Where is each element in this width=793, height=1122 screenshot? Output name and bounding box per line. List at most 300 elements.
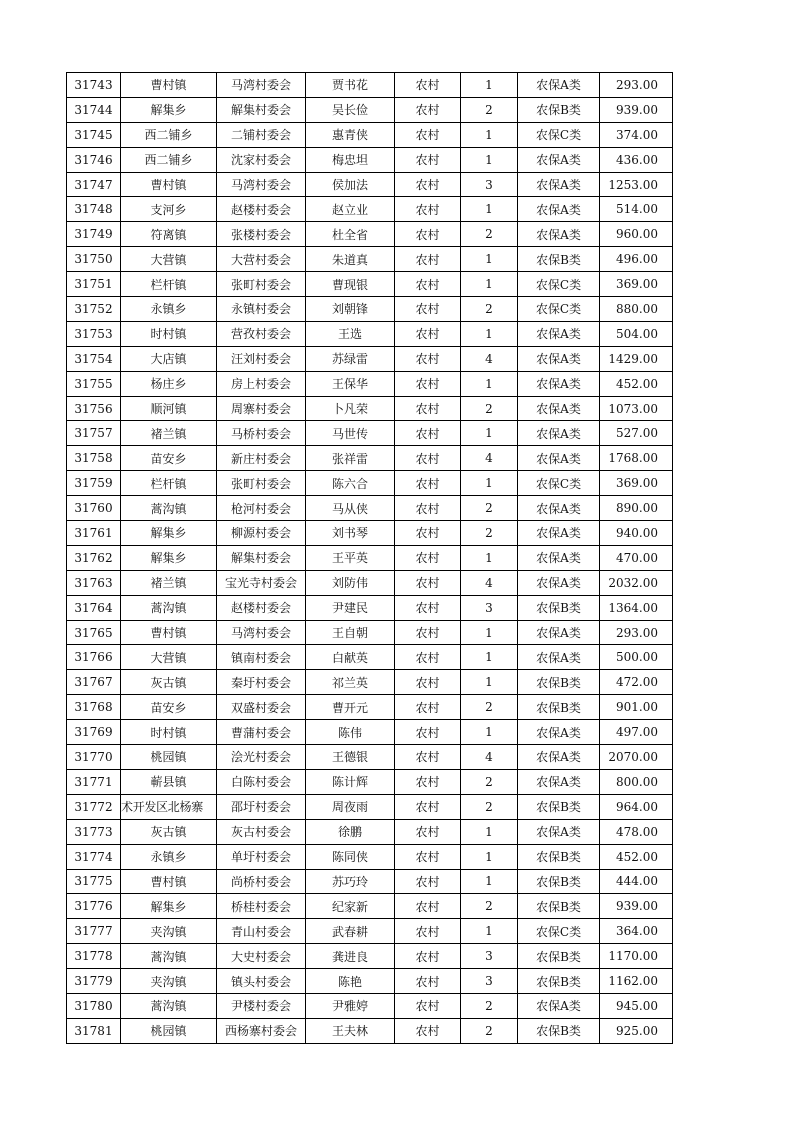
insurance-category-cell: 农保A类 — [518, 197, 600, 222]
table-row — [67, 695, 673, 720]
insurance-category-cell: 农保A类 — [518, 545, 600, 570]
area-type-cell: 农村 — [395, 446, 461, 471]
person-name-cell: 苏绿雷 — [306, 346, 395, 371]
insurance-category-cell: 农保A类 — [518, 321, 600, 346]
record-id-cell: 31778 — [67, 944, 121, 969]
town-cell: 蒿沟镇 — [121, 993, 217, 1018]
town-cell: 曹村镇 — [121, 620, 217, 645]
household-count-cell: 2 — [461, 894, 518, 919]
table-row — [67, 670, 673, 695]
town-cell: 曹村镇 — [121, 73, 217, 98]
area-type-cell: 农村 — [395, 819, 461, 844]
insurance-category-cell: 农保B类 — [518, 670, 600, 695]
table-row — [67, 73, 673, 98]
town-cell: 栏杆镇 — [121, 272, 217, 297]
record-id-cell: 31761 — [67, 521, 121, 546]
record-id-cell: 31781 — [67, 1018, 121, 1043]
village-committee-cell: 双盛村委会 — [217, 695, 306, 720]
area-type-cell: 农村 — [395, 122, 461, 147]
village-committee-cell: 桥桂村委会 — [217, 894, 306, 919]
household-count-cell: 1 — [461, 371, 518, 396]
table-row — [67, 1018, 673, 1043]
person-name-cell: 尹建民 — [306, 595, 395, 620]
household-count-cell: 1 — [461, 272, 518, 297]
insurance-category-cell: 农保C类 — [518, 122, 600, 147]
town-cell: 曹村镇 — [121, 172, 217, 197]
village-committee-cell: 大营村委会 — [217, 247, 306, 272]
amount-cell: 940.00 — [600, 521, 673, 546]
household-count-cell: 4 — [461, 570, 518, 595]
insurance-category-cell: 农保A类 — [518, 570, 600, 595]
table-row — [67, 919, 673, 944]
town-cell: 永镇乡 — [121, 297, 217, 322]
area-type-cell: 农村 — [395, 147, 461, 172]
person-name-cell: 张祥雷 — [306, 446, 395, 471]
table-row — [67, 993, 673, 1018]
person-name-cell: 王选 — [306, 321, 395, 346]
area-type-cell: 农村 — [395, 695, 461, 720]
area-type-cell: 农村 — [395, 620, 461, 645]
household-count-cell: 2 — [461, 794, 518, 819]
area-type-cell: 农村 — [395, 794, 461, 819]
record-id-cell: 31765 — [67, 620, 121, 645]
village-committee-cell: 赵楼村委会 — [217, 197, 306, 222]
village-committee-cell: 青山村委会 — [217, 919, 306, 944]
household-count-cell: 3 — [461, 944, 518, 969]
household-count-cell: 4 — [461, 446, 518, 471]
amount-cell: 497.00 — [600, 720, 673, 745]
village-committee-cell: 房上村委会 — [217, 371, 306, 396]
village-committee-cell: 二铺村委会 — [217, 122, 306, 147]
record-id-cell: 31744 — [67, 97, 121, 122]
village-committee-cell: 解集村委会 — [217, 97, 306, 122]
person-name-cell: 杜全省 — [306, 222, 395, 247]
village-committee-cell: 张町村委会 — [217, 272, 306, 297]
insurance-category-cell: 农保C类 — [518, 919, 600, 944]
village-committee-cell: 白陈村委会 — [217, 769, 306, 794]
insurance-category-cell: 农保A类 — [518, 745, 600, 770]
amount-cell: 500.00 — [600, 645, 673, 670]
person-name-cell: 陈艳 — [306, 969, 395, 994]
area-type-cell: 农村 — [395, 346, 461, 371]
person-name-cell: 武春耕 — [306, 919, 395, 944]
insurance-category-cell: 农保B类 — [518, 695, 600, 720]
household-count-cell: 1 — [461, 247, 518, 272]
household-count-cell: 2 — [461, 1018, 518, 1043]
person-name-cell: 陈伟 — [306, 720, 395, 745]
household-count-cell: 3 — [461, 172, 518, 197]
area-type-cell: 农村 — [395, 720, 461, 745]
area-type-cell: 农村 — [395, 769, 461, 794]
record-id-cell: 31754 — [67, 346, 121, 371]
record-id-cell: 31758 — [67, 446, 121, 471]
amount-cell: 1162.00 — [600, 969, 673, 994]
village-committee-cell: 赵楼村委会 — [217, 595, 306, 620]
insurance-category-cell: 农保C类 — [518, 272, 600, 297]
town-cell: 蒿沟镇 — [121, 496, 217, 521]
area-type-cell: 农村 — [395, 222, 461, 247]
record-id-cell: 31764 — [67, 595, 121, 620]
amount-cell: 472.00 — [600, 670, 673, 695]
amount-cell: 901.00 — [600, 695, 673, 720]
amount-cell: 800.00 — [600, 769, 673, 794]
area-type-cell: 农村 — [395, 371, 461, 396]
amount-cell: 444.00 — [600, 869, 673, 894]
household-count-cell: 2 — [461, 396, 518, 421]
area-type-cell: 农村 — [395, 545, 461, 570]
amount-cell: 960.00 — [600, 222, 673, 247]
insurance-category-cell: 农保A类 — [518, 620, 600, 645]
household-count-cell: 1 — [461, 421, 518, 446]
table-row — [67, 147, 673, 172]
town-cell: 蒿沟镇 — [121, 944, 217, 969]
amount-cell: 436.00 — [600, 147, 673, 172]
amount-cell: 925.00 — [600, 1018, 673, 1043]
table-row — [67, 545, 673, 570]
amount-cell: 939.00 — [600, 894, 673, 919]
table-row — [67, 247, 673, 272]
household-count-cell: 1 — [461, 645, 518, 670]
table-row — [67, 944, 673, 969]
amount-cell: 364.00 — [600, 919, 673, 944]
insurance-category-cell: 农保A类 — [518, 645, 600, 670]
household-count-cell: 1 — [461, 869, 518, 894]
person-name-cell: 刘朝锋 — [306, 297, 395, 322]
insurance-category-cell: 农保A类 — [518, 819, 600, 844]
amount-cell: 1768.00 — [600, 446, 673, 471]
table-row — [67, 321, 673, 346]
insurance-category-cell: 农保A类 — [518, 172, 600, 197]
table-row — [67, 595, 673, 620]
record-id-cell: 31776 — [67, 894, 121, 919]
village-committee-cell: 永镇村委会 — [217, 297, 306, 322]
household-count-cell: 2 — [461, 521, 518, 546]
table-row — [67, 844, 673, 869]
record-id-cell: 31775 — [67, 869, 121, 894]
area-type-cell: 农村 — [395, 73, 461, 98]
amount-cell: 293.00 — [600, 73, 673, 98]
table-row — [67, 645, 673, 670]
table-row — [67, 521, 673, 546]
town-cell: 夹沟镇 — [121, 919, 217, 944]
record-id-cell: 31750 — [67, 247, 121, 272]
town-cell: 夹沟镇 — [121, 969, 217, 994]
insurance-category-cell: 农保B类 — [518, 944, 600, 969]
area-type-cell: 农村 — [395, 297, 461, 322]
area-type-cell: 农村 — [395, 869, 461, 894]
area-type-cell: 农村 — [395, 844, 461, 869]
record-id-cell: 31768 — [67, 695, 121, 720]
town-cell: 苗安乡 — [121, 446, 217, 471]
town-cell: 桃园镇 — [121, 1018, 217, 1043]
record-id-cell: 31766 — [67, 645, 121, 670]
insurance-category-cell: 农保A类 — [518, 446, 600, 471]
table-row — [67, 272, 673, 297]
amount-cell: 880.00 — [600, 297, 673, 322]
insurance-category-cell: 农保A类 — [518, 371, 600, 396]
insurance-category-cell: 农保A类 — [518, 769, 600, 794]
record-id-cell: 31747 — [67, 172, 121, 197]
person-name-cell: 王保华 — [306, 371, 395, 396]
record-id-cell: 31780 — [67, 993, 121, 1018]
person-name-cell: 刘书琴 — [306, 521, 395, 546]
person-name-cell: 徐鹏 — [306, 819, 395, 844]
area-type-cell: 农村 — [395, 595, 461, 620]
amount-cell: 369.00 — [600, 272, 673, 297]
town-cell: 解集乡 — [121, 521, 217, 546]
table-row — [67, 122, 673, 147]
amount-cell: 1073.00 — [600, 396, 673, 421]
person-name-cell: 王夫林 — [306, 1018, 395, 1043]
table-row — [67, 720, 673, 745]
table-row — [67, 197, 673, 222]
records-table — [66, 72, 673, 1044]
table-row — [67, 396, 673, 421]
area-type-cell: 农村 — [395, 670, 461, 695]
record-id-cell: 31763 — [67, 570, 121, 595]
amount-cell: 1253.00 — [600, 172, 673, 197]
person-name-cell: 贾书花 — [306, 73, 395, 98]
village-committee-cell: 西杨寨村委会 — [217, 1018, 306, 1043]
village-committee-cell: 沈家村委会 — [217, 147, 306, 172]
household-count-cell: 1 — [461, 545, 518, 570]
household-count-cell: 1 — [461, 620, 518, 645]
household-count-cell: 2 — [461, 297, 518, 322]
village-committee-cell: 张町村委会 — [217, 471, 306, 496]
town-cell: 褚兰镇 — [121, 570, 217, 595]
village-committee-cell: 镇南村委会 — [217, 645, 306, 670]
insurance-category-cell: 农保B类 — [518, 894, 600, 919]
amount-cell: 293.00 — [600, 620, 673, 645]
town-cell: 桃园镇 — [121, 745, 217, 770]
village-committee-cell: 营孜村委会 — [217, 321, 306, 346]
record-id-cell: 31757 — [67, 421, 121, 446]
town-cell: 苗安乡 — [121, 695, 217, 720]
table-row — [67, 172, 673, 197]
village-committee-cell: 马湾村委会 — [217, 172, 306, 197]
village-committee-cell: 马湾村委会 — [217, 73, 306, 98]
town-cell: 支河乡 — [121, 197, 217, 222]
record-id-cell: 31752 — [67, 297, 121, 322]
household-count-cell: 1 — [461, 471, 518, 496]
village-committee-cell: 周寨村委会 — [217, 396, 306, 421]
person-name-cell: 陈同侠 — [306, 844, 395, 869]
person-name-cell: 曹开元 — [306, 695, 395, 720]
table-row — [67, 496, 673, 521]
insurance-category-cell: 农保A类 — [518, 521, 600, 546]
household-count-cell: 1 — [461, 819, 518, 844]
insurance-category-cell: 农保A类 — [518, 222, 600, 247]
amount-cell: 452.00 — [600, 844, 673, 869]
insurance-category-cell: 农保B类 — [518, 844, 600, 869]
area-type-cell: 农村 — [395, 496, 461, 521]
area-type-cell: 农村 — [395, 969, 461, 994]
village-committee-cell: 尚桥村委会 — [217, 869, 306, 894]
person-name-cell: 王自朝 — [306, 620, 395, 645]
area-type-cell: 农村 — [395, 421, 461, 446]
table-row — [67, 570, 673, 595]
household-count-cell: 2 — [461, 695, 518, 720]
area-type-cell: 农村 — [395, 321, 461, 346]
amount-cell: 478.00 — [600, 819, 673, 844]
insurance-category-cell: 农保A类 — [518, 396, 600, 421]
town-cell: 解集乡 — [121, 894, 217, 919]
record-id-cell: 31777 — [67, 919, 121, 944]
village-committee-cell: 柳源村委会 — [217, 521, 306, 546]
household-count-cell: 1 — [461, 147, 518, 172]
amount-cell: 945.00 — [600, 993, 673, 1018]
insurance-category-cell: 农保A类 — [518, 346, 600, 371]
insurance-category-cell: 农保A类 — [518, 496, 600, 521]
table-row — [67, 297, 673, 322]
record-id-cell: 31745 — [67, 122, 121, 147]
household-count-cell: 4 — [461, 745, 518, 770]
person-name-cell: 朱道真 — [306, 247, 395, 272]
table-row — [67, 97, 673, 122]
area-type-cell: 农村 — [395, 745, 461, 770]
record-id-cell: 31746 — [67, 147, 121, 172]
town-cell: 大营镇 — [121, 247, 217, 272]
village-committee-cell: 大史村委会 — [217, 944, 306, 969]
amount-cell: 504.00 — [600, 321, 673, 346]
amount-cell: 1364.00 — [600, 595, 673, 620]
town-cell: 西二铺乡 — [121, 122, 217, 147]
area-type-cell: 农村 — [395, 197, 461, 222]
amount-cell: 470.00 — [600, 545, 673, 570]
person-name-cell: 侯加法 — [306, 172, 395, 197]
town-cell: 符离镇 — [121, 222, 217, 247]
insurance-category-cell: 农保C类 — [518, 471, 600, 496]
household-count-cell: 2 — [461, 222, 518, 247]
insurance-category-cell: 农保B类 — [518, 1018, 600, 1043]
town-cell: 永镇乡 — [121, 844, 217, 869]
village-committee-cell: 枪河村委会 — [217, 496, 306, 521]
village-committee-cell: 灰古村委会 — [217, 819, 306, 844]
insurance-category-cell: 农保C类 — [518, 297, 600, 322]
record-id-cell: 31773 — [67, 819, 121, 844]
amount-cell: 374.00 — [600, 122, 673, 147]
amount-cell: 939.00 — [600, 97, 673, 122]
table-row — [67, 794, 673, 819]
record-id-cell: 31772 — [67, 794, 121, 819]
amount-cell: 2070.00 — [600, 745, 673, 770]
village-committee-cell: 镇头村委会 — [217, 969, 306, 994]
table-row — [67, 869, 673, 894]
town-cell: 褚兰镇 — [121, 421, 217, 446]
village-committee-cell: 宝光寺村委会 — [217, 570, 306, 595]
household-count-cell: 1 — [461, 197, 518, 222]
table-row — [67, 819, 673, 844]
town-cell: 灰古镇 — [121, 670, 217, 695]
town-cell: 大店镇 — [121, 346, 217, 371]
person-name-cell: 苏巧玲 — [306, 869, 395, 894]
household-count-cell: 1 — [461, 919, 518, 944]
area-type-cell: 农村 — [395, 1018, 461, 1043]
records-table-body — [67, 73, 673, 1044]
amount-cell: 1429.00 — [600, 346, 673, 371]
village-committee-cell: 浍光村委会 — [217, 745, 306, 770]
insurance-category-cell: 农保B类 — [518, 794, 600, 819]
person-name-cell: 卜凡荣 — [306, 396, 395, 421]
person-name-cell: 曹现银 — [306, 272, 395, 297]
household-count-cell: 3 — [461, 595, 518, 620]
insurance-category-cell: 农保B类 — [518, 97, 600, 122]
person-name-cell: 尹雅婷 — [306, 993, 395, 1018]
town-cell: 大营镇 — [121, 645, 217, 670]
table-row — [67, 222, 673, 247]
person-name-cell: 惠青侠 — [306, 122, 395, 147]
insurance-category-cell: 农保A类 — [518, 147, 600, 172]
person-name-cell: 刘防伟 — [306, 570, 395, 595]
area-type-cell: 农村 — [395, 894, 461, 919]
household-count-cell: 2 — [461, 496, 518, 521]
amount-cell: 452.00 — [600, 371, 673, 396]
household-count-cell: 2 — [461, 97, 518, 122]
village-committee-cell: 解集村委会 — [217, 545, 306, 570]
record-id-cell: 31749 — [67, 222, 121, 247]
village-committee-cell: 尹楼村委会 — [217, 993, 306, 1018]
table-row — [67, 471, 673, 496]
town-cell: 时村镇 — [121, 720, 217, 745]
person-name-cell: 纪家新 — [306, 894, 395, 919]
household-count-cell: 1 — [461, 73, 518, 98]
record-id-cell: 31756 — [67, 396, 121, 421]
village-committee-cell: 新庄村委会 — [217, 446, 306, 471]
amount-cell: 514.00 — [600, 197, 673, 222]
household-count-cell: 1 — [461, 844, 518, 869]
village-committee-cell: 邵圩村委会 — [217, 794, 306, 819]
insurance-category-cell: 农保A类 — [518, 720, 600, 745]
amount-cell: 527.00 — [600, 421, 673, 446]
person-name-cell: 吴长俭 — [306, 97, 395, 122]
town-cell: 解集乡 — [121, 97, 217, 122]
amount-cell: 964.00 — [600, 794, 673, 819]
town-cell: 曹村镇 — [121, 869, 217, 894]
table-row — [67, 346, 673, 371]
table-row — [67, 769, 673, 794]
area-type-cell: 农村 — [395, 919, 461, 944]
town-cell: 西二铺乡 — [121, 147, 217, 172]
record-id-cell: 31748 — [67, 197, 121, 222]
town-cell: 顺河镇 — [121, 396, 217, 421]
person-name-cell: 王平英 — [306, 545, 395, 570]
insurance-category-cell: 农保B类 — [518, 247, 600, 272]
area-type-cell: 农村 — [395, 396, 461, 421]
village-committee-cell: 马湾村委会 — [217, 620, 306, 645]
person-name-cell: 赵立业 — [306, 197, 395, 222]
area-type-cell: 农村 — [395, 521, 461, 546]
insurance-category-cell: 农保B类 — [518, 869, 600, 894]
area-type-cell: 农村 — [395, 172, 461, 197]
village-committee-cell: 马桥村委会 — [217, 421, 306, 446]
table-row — [67, 969, 673, 994]
area-type-cell: 农村 — [395, 645, 461, 670]
record-id-cell: 31769 — [67, 720, 121, 745]
record-id-cell: 31762 — [67, 545, 121, 570]
person-name-cell: 王德银 — [306, 745, 395, 770]
record-id-cell: 31759 — [67, 471, 121, 496]
household-count-cell: 1 — [461, 670, 518, 695]
record-id-cell: 31774 — [67, 844, 121, 869]
insurance-category-cell: 农保B类 — [518, 595, 600, 620]
town-cell: 蒿沟镇 — [121, 595, 217, 620]
record-id-cell: 31753 — [67, 321, 121, 346]
record-id-cell: 31771 — [67, 769, 121, 794]
insurance-category-cell: 农保A类 — [518, 73, 600, 98]
record-id-cell: 31760 — [67, 496, 121, 521]
amount-cell: 369.00 — [600, 471, 673, 496]
household-count-cell: 1 — [461, 122, 518, 147]
